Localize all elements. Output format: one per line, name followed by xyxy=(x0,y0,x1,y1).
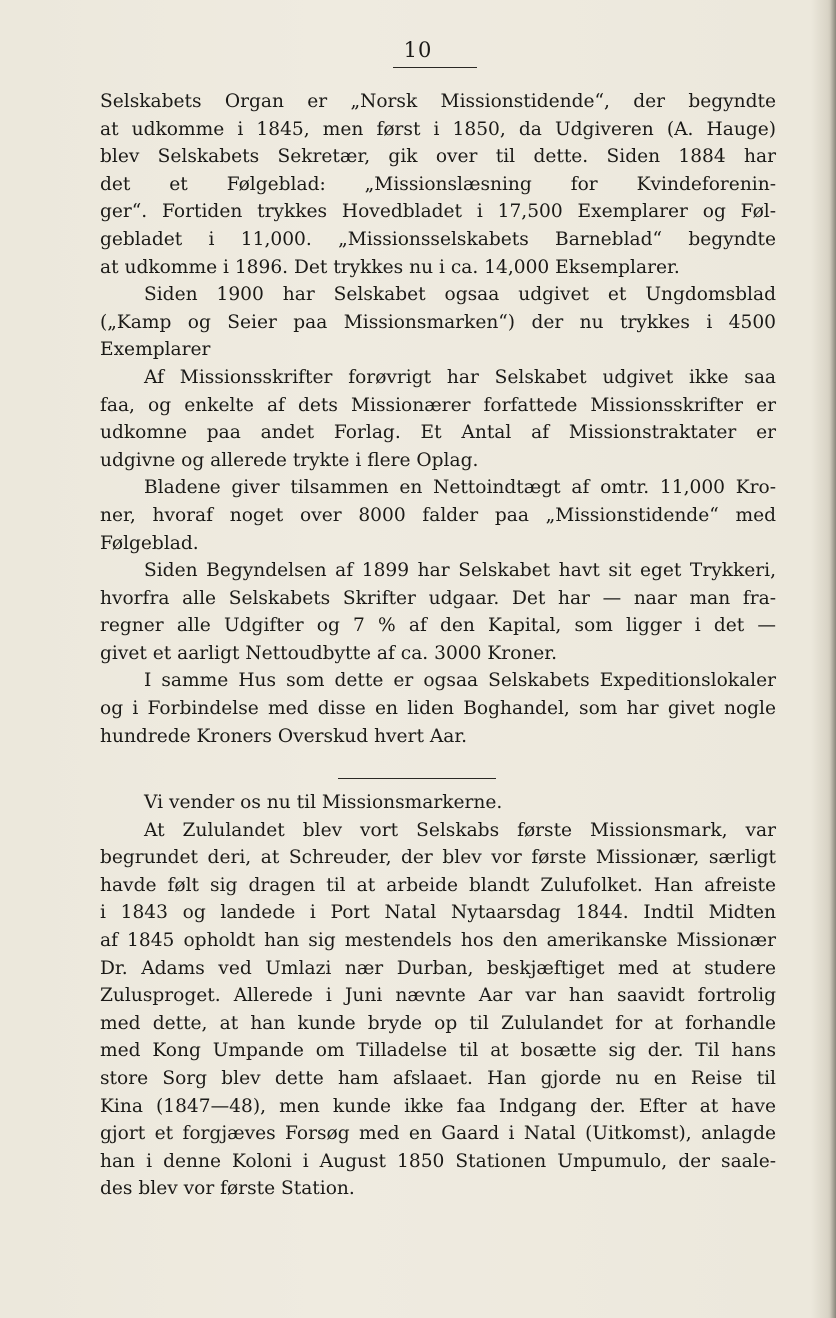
text-line: Af Missionsskrifter forøvrigt har Selskabet udgivet ikke saa xyxy=(144,366,776,388)
section-divider xyxy=(338,778,496,779)
text-line: regner alle Udgifter og 7 % af den Kapital, som ligger i det — xyxy=(100,615,776,637)
text-line: Vi vender os nu til Missionsmarkerne. xyxy=(144,792,503,813)
text-line: og i Forbindelse med disse en liden Boghandel, som har givet nogle xyxy=(100,698,776,720)
text-line: i 1843 og landede i Port Natal Nytaarsdag 1844. Indtil Midten xyxy=(100,902,776,924)
text-line: gebladet i 11,000. „Missionsselskabets Barneblad“ begyndte xyxy=(100,228,776,250)
text-line: („Kamp og Seier paa Missionsmarken“) der nu trykkes i 4500 xyxy=(100,311,776,333)
text-line: at udkomme i 1896. Det trykkes nu i ca. 14,000 Eksemplarer. xyxy=(100,256,680,278)
page-edge-shadow xyxy=(830,0,836,1318)
text-line: givet et aarligt Nettoudbytte af ca. 3000 Kroner. xyxy=(100,642,558,664)
text-line: begrundet deri, at Schreuder, der blev vor første Missionær, særligt xyxy=(100,847,776,869)
text-line: At Zululandet blev vort Selskabs første Missionsmark, var xyxy=(144,819,776,841)
text-line: des blev vor første Station. xyxy=(100,1178,355,1200)
text-line: Selskabets Organ er „Norsk Missionstidende“, der begyndte xyxy=(100,91,776,112)
text-line: ger“. Fortiden trykkes Hovedbladet i 17,500 Exemplarer og Føl- xyxy=(100,201,776,223)
text-line: Følgeblad. xyxy=(100,532,199,554)
text-line: Siden Begyndelsen af 1899 har Selskabet havt sit eget Trykkeri, xyxy=(144,560,776,582)
body-section-mission-fields xyxy=(100,789,776,1203)
body-section-printing xyxy=(100,88,776,750)
text-line: blev Selskabets Sekretær, gik over til dette. Siden 1884 har xyxy=(100,146,776,168)
text-line: at udkomme i 1845, men først i 1850, da Udgiveren (A. Hauge) xyxy=(100,118,776,140)
text-line: ner, hvoraf noget over 8000 falder paa „Missionstidende“ med xyxy=(100,504,776,526)
text-line: det et Følgeblad: „Missionslæsning for Kvindeforenin- xyxy=(100,173,776,195)
header-rule xyxy=(393,67,477,68)
text-line: store Sorg blev dette ham afslaaet. Han gjorde nu en Reise til xyxy=(100,1067,776,1089)
text-line: af 1845 opholdt han sig mestendels hos den amerikanske Missionær xyxy=(100,929,776,951)
text-line: Dr. Adams ved Umlazi nær Durban, beskjæftiget med at studere xyxy=(100,957,776,979)
text-line: Siden 1900 har Selskabet ogsaa udgivet et Ungdomsblad xyxy=(144,284,776,306)
text-line: udkomne paa andet Forlag. Et Antal af Missionstraktater er xyxy=(100,422,776,444)
text-line: med dette, at han kunde bryde op til Zululandet for at forhandle xyxy=(100,1012,776,1034)
text-line: faa, og enkelte af dets Missionærer forfattede Missionsskrifter er xyxy=(100,394,776,416)
text-line: gjort et forgjæves Forsøg med en Gaard i Natal (Uitkomst), anlagde xyxy=(100,1123,776,1145)
text-line: Kina (1847—48), men kunde ikke faa Indgang der. Efter at have xyxy=(100,1095,776,1117)
text-line: hundrede Kroners Overskud hvert Aar. xyxy=(100,725,468,747)
page-number: 10 xyxy=(403,38,433,62)
text-line: med Kong Umpande om Tilladelse til at bosætte sig der. Til hans xyxy=(100,1040,776,1062)
text-line: Bladene giver tilsammen en Nettoindtægt af omtr. 11,000 Kro- xyxy=(144,477,776,499)
text-line: I samme Hus som dette er ogsaa Selskabets Expeditionslokaler xyxy=(144,670,776,692)
text-line: Exemplarer xyxy=(100,339,211,361)
text-line: havde følt sig dragen til at arbeide blandt Zulufolket. Han afreiste xyxy=(100,874,776,896)
text-line: hvorfra alle Selskabets Skrifter udgaar. Det har — naar man fra- xyxy=(100,587,776,609)
text-line: Zulusproget. Allerede i Juni nævnte Aar var han saavidt fortrolig xyxy=(100,985,776,1007)
text-line: han i denne Koloni i August 1850 Stationen Umpumulo, der saale- xyxy=(100,1150,776,1172)
text-line: udgivne og allerede trykte i flere Oplag. xyxy=(100,449,479,471)
